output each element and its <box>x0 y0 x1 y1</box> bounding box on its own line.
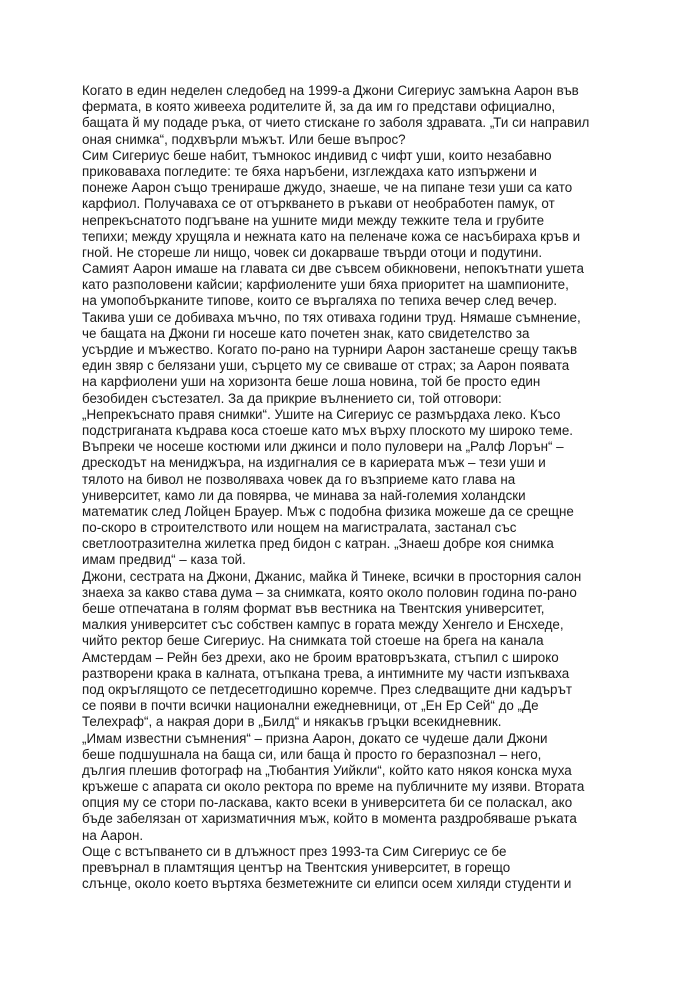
text-line: математик след Лойцен Брауер. Мъж с подобна физика можеше да се срещне <box>82 503 574 519</box>
document-text <box>82 83 622 892</box>
text-line: тепихи; между хрущяла и нежната като на пеленаче кожа се насъбираха кръв и <box>82 228 581 244</box>
text-line: Джони, сестрата на Джони, Джанис, майка й Тинеке, всички в просторния салон <box>82 568 582 584</box>
text-line: тялото на бивол не позволяваха човек да го възприеме като глава на <box>82 471 516 487</box>
text-line: Още с встъпването си в длъжност през 1993-та Сим Сигериус се бе <box>82 843 507 859</box>
text-line: на умопобърканите типове, които се въргаляха по тепиха вечер след вечер. <box>82 293 558 309</box>
text-line: малкия университет със собствен кампус в гората между Хенгело и Енсхеде, <box>82 617 564 633</box>
text-line: че бащата на Джони ги носеше като почетен знак, като свидетелство за <box>82 325 530 341</box>
text-line: Амстердам – Рейн без дрехи, ако не броим вратовръзката, стъпил с широко <box>82 649 559 665</box>
text-line: Самият Аарон имаше на главата си две съвсем обикновени, непокътнати ушета <box>82 261 584 277</box>
text-line: подстриганата къдрава коса стоеше като мъх върху плоското му широко теме. <box>82 422 574 438</box>
text-line: разтворени крака в калната, отъпкана трева, а интимните му части изпъкваха <box>82 665 570 681</box>
text-line: се появи в почти всички национални ежедневници, от „Ен Ер Сей“ до „Де <box>82 698 539 714</box>
text-line: дрескодът на мениджъра, на издигналия се в кариерата мъж – тези уши и <box>82 455 546 471</box>
text-line: Когато в един неделен следобед на 1999-а Джони Сигериус замъкна Аарон във <box>82 83 579 98</box>
text-line: „Имам известни съмнения“ – призна Аарон, докато се чудеше дали Джони <box>82 730 548 746</box>
text-line: Телехраф“, а накрая дори в „Билд“ и някакъв гръцки всекидневник. <box>82 714 502 730</box>
text-line: карфиол. Получаваха се от отъркването в ръкави от необработен памук, от <box>82 196 555 212</box>
text-line: „Непрекъснато правя снимки“. Ушите на Сигериус се размърдаха леко. Късо <box>82 406 561 422</box>
text-line: понеже Аарон също тренираше джудо, знаеше, че на пипане тези уши са като <box>82 180 573 196</box>
text-line: на карфиолени уши на хоризонта беше лоша новина, той бе просто един <box>82 374 541 390</box>
text-line: университет, камо ли да повярва, че минава за най-големия холандски <box>82 487 526 503</box>
text-line: приковаваха погледите: те бяха наръбени, изглеждаха като изпържени и <box>82 163 537 179</box>
text-line: превърнал в пламтящия център на Твентския университет, в горещо <box>82 860 511 875</box>
text-line: като разполовени кайсии; карфиолените уши бяха приоритет на шампионите, <box>82 277 569 293</box>
text-line: чийто ректор беше Сигериус. На снимката той стоеше на брега на канала <box>82 633 544 649</box>
text-line: беше отпечатана в голям формат във вестника на Твентския университет, <box>82 601 545 616</box>
text-line: бъде забелязан от харизматичния мъж, който в момента раздробяваше ръката <box>82 811 577 827</box>
text-line: непрекъснатото подгъване на ушните миди между тежките тела и грубите <box>82 212 545 228</box>
text-line: оная снимка“, подхвърли мъжът. Или беше въпрос? <box>82 131 406 147</box>
text-line: безобиден състезател. За да прикрие вълнението си, той отговори: <box>82 390 502 406</box>
text-line: имам предвид“ – каза той. <box>82 552 246 568</box>
text-line: един звяр с белязани уши, сърцето му се свиваше от страх; за Аарон появата <box>82 358 570 374</box>
text-line: гной. Не стореше ли нищо, човек си докарваше твърди отоци и подутини. <box>82 244 543 260</box>
text-line: беше подшушнала на баща си, или баща ѝ просто го беразпознал – него, <box>82 746 542 762</box>
text-line: светлоотразителна жилетка пред бидон с катран. „Знаеш добре коя снимка <box>82 536 554 552</box>
text-line: бащата й му подаде ръка, от чието стискане го заболя здравата. „Ти си направил <box>82 115 590 131</box>
text-line: кръжеше с апарата си около ректора по време на публичните му изяви. Втората <box>82 779 585 795</box>
text-line: усърдие и мъжество. Когато по-рано на турнири Аарон застанеше срещу такъв <box>82 342 578 357</box>
text-line: слънце, около което въртяха безметежните си елипси осем хиляди студенти и <box>82 876 572 892</box>
text-line: Въпреки че носеше костюми или джинси и поло пуловери на „Ралф Лорън“ – <box>82 439 564 455</box>
text-line: на Аарон. <box>82 827 144 843</box>
text-line: фермата, в която живееха родителите й, за да им го представи официално, <box>82 99 556 115</box>
text-line: Сим Сигериус беше набит, тъмнокос индивид с чифт уши, които незабавно <box>82 147 552 163</box>
text-line: под окръглящото се петдесетгодишно коремче. През следващите дни кадърът <box>82 681 573 697</box>
text-line: знаеха за какво става дума – за снимката, която около половин година по-рано <box>82 584 577 600</box>
text-line: по-скоро в строителството или нощем на магистралата, застанал със <box>82 520 517 536</box>
text-line: дългия плешив фотограф на „Тюбантия Уийкли“, който като някоя конска муха <box>82 762 572 778</box>
text-line: опция му се стори по-ласкава, както всеки в университета би се поласкал, ако <box>82 795 573 811</box>
text-line: Такива уши се добиваха мъчно, по тях отиваха години труд. Нямаше съмнение, <box>82 309 581 325</box>
